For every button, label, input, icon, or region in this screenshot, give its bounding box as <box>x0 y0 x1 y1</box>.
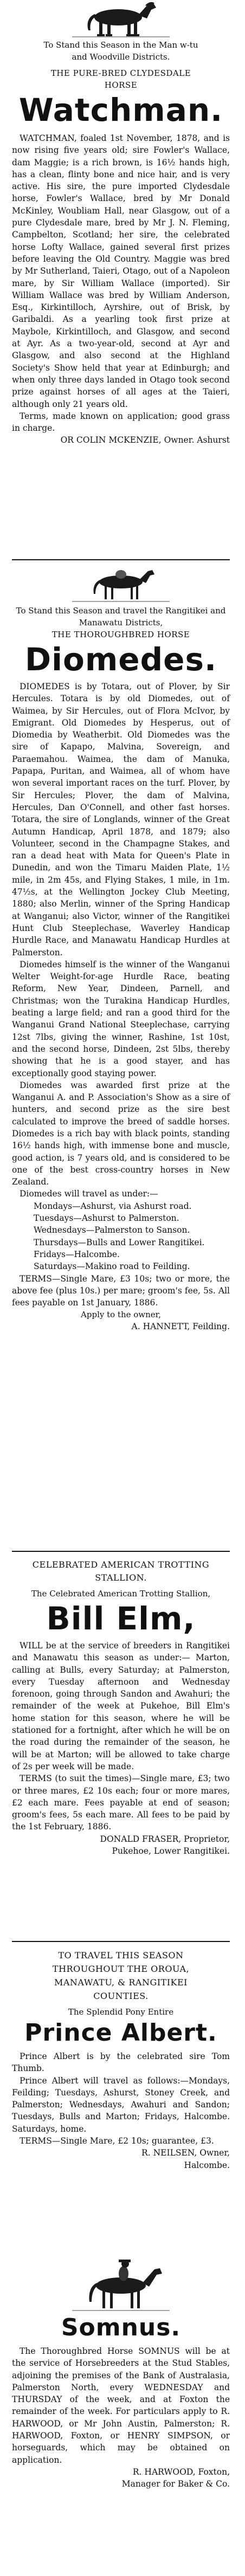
advertisement-somnus <box>12 2253 230 2490</box>
horse-name-heading: Diomedes. <box>24 641 217 678</box>
service-text <box>12 2345 230 2466</box>
terms-paragraph: TERMS (to suit the times)—Single mare, £3; two or three mares, £2 10s each; four or more mares, £2 each mare. Fees payable at end of season; groom's fees, 5s each mare. All fees to be paid by the 1st February, 1886. <box>12 1774 230 1832</box>
owner-signature: DONALD FRASER, Proprietor, <box>100 1834 230 1844</box>
pedigree-paragraph-2: Diomedes himself is the winner of the Wanganui Welter Weight-for-age Hurdle Race, beating Reform, New Year, Dindeen, Parnell, and Christmas; won the Turakina Handicap Hurdles, beating a large field; and ran a good third for the Wanganui Grand National Steeplechase, carrying 12st 7lbs, giving the winner, Rashine, 1st 10st, and the second horse, Dindeen, 2st 5lbs, thereby showing that he is a good stayer, and has exceptionally good staying power. <box>12 959 230 1078</box>
schedule-item: Mondays—Ashurst, via Ashurst road. <box>34 1201 192 1211</box>
travel-schedule <box>12 1200 230 1273</box>
advertisement-prince-albert <box>12 1949 230 2171</box>
schedule-item: Tuesdays—Ashurst to Palmerston. <box>34 1213 179 1224</box>
breed-line: THE THOROUGHBRED HORSE <box>51 630 190 639</box>
draught-horse-illustration <box>67 0 175 38</box>
racehorse-illustration <box>67 566 175 604</box>
service-text <box>12 2050 230 2147</box>
manager-title: Manager for Baker & Co. <box>121 2479 230 2489</box>
pedigree-text <box>12 132 230 434</box>
schedule-item: Wednesdays—Palmerston to Sanson. <box>34 1225 190 1235</box>
schedule-item: Fridays—Halcombe. <box>34 1249 120 1259</box>
owner-signature: R. NEILSEN, Owner, <box>141 2148 230 2158</box>
terms-paragraph: TERMS—Single Mare, £2 10s; guarantee, £3. <box>20 2136 214 2146</box>
breed-line: The Celebrated American Trotting Stallion, <box>31 1589 211 1598</box>
schedule-item: Saturdays—Makino road to Feilding. <box>34 1261 190 1272</box>
pedigree-text <box>12 681 230 1200</box>
horse-name-heading: Watchman. <box>18 92 223 128</box>
season-line-3: MANAWATU, & RANGITIKEI <box>54 1977 188 1988</box>
schedule-item: Thursdays—Bulls and Lower Rangitikei. <box>34 1237 205 1247</box>
owner-signature: A. HANNETT, Feilding. <box>131 1322 230 1332</box>
column-divider <box>12 1941 230 1942</box>
sire-paragraph: Prince Albert is by the celebrated sire Tom Thumb. <box>12 2051 230 2074</box>
season-line: TO TRAVEL THIS SEASON <box>58 1950 184 1960</box>
service-text <box>12 1640 230 1833</box>
schedule-intro: Diomedes will travel as under:— <box>20 1189 158 1199</box>
racehorse-with-jockey-illustration <box>67 2253 175 2313</box>
pedigree-paragraph-1: DIOMEDES is by Totara, out of Plover, by Sir Hercules. Totara is by old Diomedes, out of Waimea, by Sir Hercules, out of Flora McIvor, by Emigrant. Old Diomedes by Hesperus, out of Diomedia by Weatherbit. Old Diomedes was the sire of Kapapo, Malvina, Sovereign, and Paraemahou. Waimea, the dam of Manuka, Papapa, Puritan, and Waimea, all of whom have won several important races on the turf. Plover, by Sir Hercules; Plover, the dam of Malvina, Hercules, Dan O'Connell, and other fast horses. Totara, the sire of Longlands, winner of the Great Autumn Handicap, April 1878, and 1879; also Volunteer, second in the Champagne Stakes, and ran a dead heat with Mata for Queen's Plate in Dunedin, and won the Timaru Maiden Plate, 1½ mile, in 2m 45s, and Flying Stakes, 1 mile, in 1m. 47½s, at the Wellington Jockey Club Meeting, 1880; also Merlin, winner of the Spring Handicap at Wanganui; also Victor, winner of the Rangitikei Hunt Club Steeplechase, Waverley Handicap Hurdle Race, and Manawatu Handicap Hurdles at Palmerston. <box>12 682 230 957</box>
season-line-4: COUNTIES. <box>93 1991 149 2001</box>
pedigree-paragraph: WATCHMAN, foaled 1st November, 1878, and is now rising five years old; sire Fowler's Wallace, dam Maggie; is a rich brown, is 16½ hands high, has a clean, flinty bone and nice hair, and is very active. His sire, the pure imported Clydesdale horse, Fowler's Wallace, bred by Mr Donald McKinley, Woubliam Hall, near Glasgow, out of a pure Clydesdale mare, bred by Mr J. N. Fleming, Campbelton, Scotland; her sire, the celebrated horse Lofty Wallace, gained several first prizes before leaving the Old Country. Maggie was bred by Mr Sutherland, Taieri, Otago, out of a Napoleon mare, by Sir William Wallace (imported). Sir William Wallace was bred by William Anderson, Esq., Kirkintilloch, Ayrshire, out of Brisk, by Garibaldi. As a yearling took first prize at Maybole, Kirkintilloch, and Glasgow, and second at Ayr. As a two-year-old, second at Ayr and Glasgow, and also second at the Highland Society's Show held that year at Edinburgh; and when only three days landed in Otago took second prize against horses of all ages at the Taieri, although only 21 years old. <box>12 133 230 409</box>
owner-signature: OR COLIN MCKENZIE, Owner. Ashurst <box>60 435 230 445</box>
owner-address: Halcombe. <box>184 2160 230 2170</box>
district-line: and Woodville Districts. <box>72 52 170 62</box>
horse-name-heading: Prince Albert. <box>24 2019 217 2047</box>
breed-line-2: HORSE <box>104 80 138 90</box>
advertisement-diomedes <box>12 566 230 1333</box>
breed-line: The Splendid Pony Entire <box>68 2007 174 2017</box>
owner-address: Pukehoe, Lower Rangitikei. <box>112 1846 230 1856</box>
advertisement-watchman <box>12 0 230 446</box>
service-paragraph: The Thoroughbred Horse SOMNUS will be at the service of Horsebreeders at the Stud Stables, adjoining the premises of the Bank of Australasia, Palmerston North, every WEDNESDAY and THURSDAY of the week, and at Foxton the remainder of the week. For particulars apply to R. HARWOOD, or Mr John Austin, Palmerston; R. HARWOOD, Foxton, or HENRY SIMPSON, or horseguards, which may be obtained on application. <box>12 2346 230 2465</box>
season-line: CELEBRATED AMERICAN TROTTING STALLION. <box>32 1559 210 1583</box>
season-line-2: THROUGHOUT THE OROUA, <box>52 1964 190 1974</box>
column-divider <box>12 1551 230 1552</box>
terms-text <box>12 1273 230 1309</box>
season-line: To Stand this Season in the Man w-tu <box>43 40 198 50</box>
service-paragraph: WILL be at the service of breeders in Rangitikei and Manawatu this season as under:— Marton, calling at Bulls, every Saturday; at Palmerston, every Tuesday afternoon and Wednesday forenoon, going through Sandon and Awahuri; the remainder of the week at Pukehoe, Bill Elm's home station for this season, where he will be stationed for a fortnight, after which he will be on the road during the remainder of the season, he will be at Marton; will be allowed to take charge of 2s per week will be made. <box>12 1641 230 1771</box>
pedigree-paragraph-3: Diomedes was awarded first prize at the Wanganui A. and P. Association's Show as a sire of hunters, and second prize as the sire best calculated to improve the breed of saddle horses. Diomedes is a rich bay with black points, standing 16½ hands high, with immense bone and muscle, good action, is 7 years old, and is considered to be one of the best cross-country horses in New Zealand. <box>12 1080 230 1187</box>
manager-signature: R. HARWOOD, Foxton, <box>132 2467 230 2477</box>
schedule-paragraph: Prince Albert will travel as follows:—Mondays, Feilding; Tuesdays, Ashurst, Stoney Creek, and Palmerston; Wednesdays, Awahuri and Sandon; Tuesdays, Bulls and Marton; Fridays, Halcombe. Saturdays, home. <box>12 2075 230 2134</box>
column-divider <box>12 559 230 560</box>
season-line: To Stand this Season and travel the Rangitikei and Manawatu Districts, <box>16 606 226 627</box>
breed-line: THE PURE-BRED CLYDESDALE <box>50 68 191 78</box>
terms-paragraph: Terms, made known on application; good grass in charge. <box>12 411 230 433</box>
terms-paragraph: TERMS—Single Mare, £3 10s; two or more, the above fee (plus 10s.) per mare; groom's fee, 5s. All fees payable on 1st January, 1886. <box>12 1273 230 1308</box>
advertisement-bill-elm <box>12 1558 230 1857</box>
apply-line: Apply to the owner, <box>81 1310 161 1320</box>
horse-name-heading: Somnus. <box>61 2314 181 2341</box>
horse-name-heading: Bill Elm, <box>46 1600 196 1637</box>
